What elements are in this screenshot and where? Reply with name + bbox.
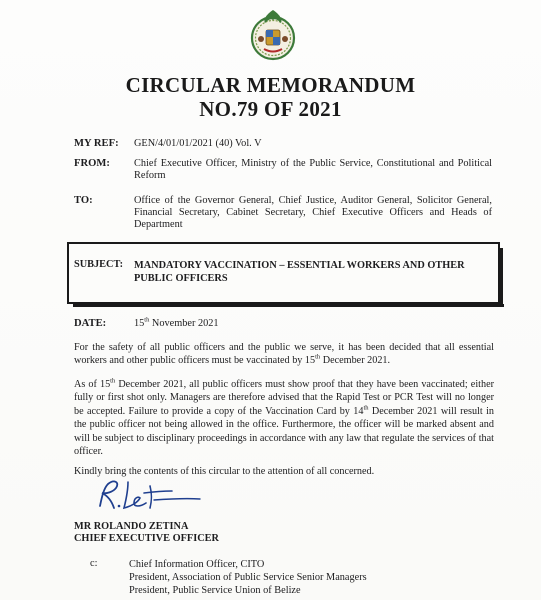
to-label: TO:: [74, 195, 93, 206]
cc-label: c:: [90, 558, 98, 569]
body-p2-text-b: December 2021, all public officers must show proof that they have been vaccinated; either fully or first shot only. Managers are therefore advised that the Rapid Test or PCR Test will no longer be accepted. Failure to provide a copy of the Vaccination Card by 14: [74, 379, 494, 417]
subject-label: SUBJECT:: [74, 259, 124, 270]
belize-coat-of-arms-emblem: [250, 8, 296, 64]
body-p2-sup-2: th: [363, 404, 369, 412]
body-p2-text-a: As of 15: [74, 379, 111, 390]
ref-label: MY REF:: [74, 138, 119, 149]
body-paragraph-3: Kindly bring the contents of this circular to the attention of all concerned.: [74, 466, 375, 477]
subject-box-shadow: [73, 304, 504, 307]
body-p1-sup: th: [315, 354, 321, 362]
signatory-title: CHIEF EXECUTIVE OFFICER: [74, 533, 219, 544]
from-value: Chief Executive Officer, Ministry of the Public Service, Constitutional and Political Reform: [134, 158, 492, 182]
memo-number: NO.79 OF 2021: [199, 97, 342, 121]
body-paragraph-1: [74, 341, 494, 368]
date-label: DATE:: [74, 318, 107, 329]
date-value: [134, 318, 492, 330]
date-day: 15: [134, 318, 145, 329]
cc-item: President, Association of Public Service Senior Managers: [129, 572, 367, 584]
date-suffix: th: [144, 316, 150, 324]
from-label: FROM:: [74, 158, 110, 169]
cc-item: President, Public Service Union of Belize: [129, 585, 301, 597]
date-rest: November 2021: [149, 318, 219, 329]
to-value: Office of the Governor General, Chief Justice, Auditor General, Solicitor General, Financial Secretary, Cabinet Secretary, Chief Executive Officers and Heads of Department: [134, 195, 492, 231]
handwritten-signature: [88, 476, 208, 516]
subject-box: [67, 242, 500, 304]
body-p2-text-c: December 2021 will result in the public officer not being allowed in the office. Furthermore, the officer will be marked absent and will be subject to disciplinary proceedings in accordance with any law that regulate the services of that officer.: [74, 405, 494, 458]
cc-list: [129, 558, 367, 598]
subject-text: MANDATORY VACCINATION – ESSENTIAL WORKERS AND OTHER PUBLIC OFFICERS: [134, 260, 465, 284]
body-p1-text: For the safety of all public officers and the public we serve, it has been decided that all essential workers and other public officers must be vaccinated by 15: [74, 342, 494, 367]
body-p1-end: December 2021.: [320, 355, 391, 367]
signatory-name: MR ROLANDO ZETINA: [74, 521, 189, 532]
body-p2-sup-1: th: [110, 377, 116, 385]
memo-title: CIRCULAR MEMORANDUM: [125, 73, 416, 97]
cc-item: Chief Information Officer, CITO: [129, 559, 265, 570]
body-paragraph-2: [74, 378, 494, 458]
ref-value: GEN/4/01/01/2021 (40) Vol. V: [134, 138, 262, 149]
